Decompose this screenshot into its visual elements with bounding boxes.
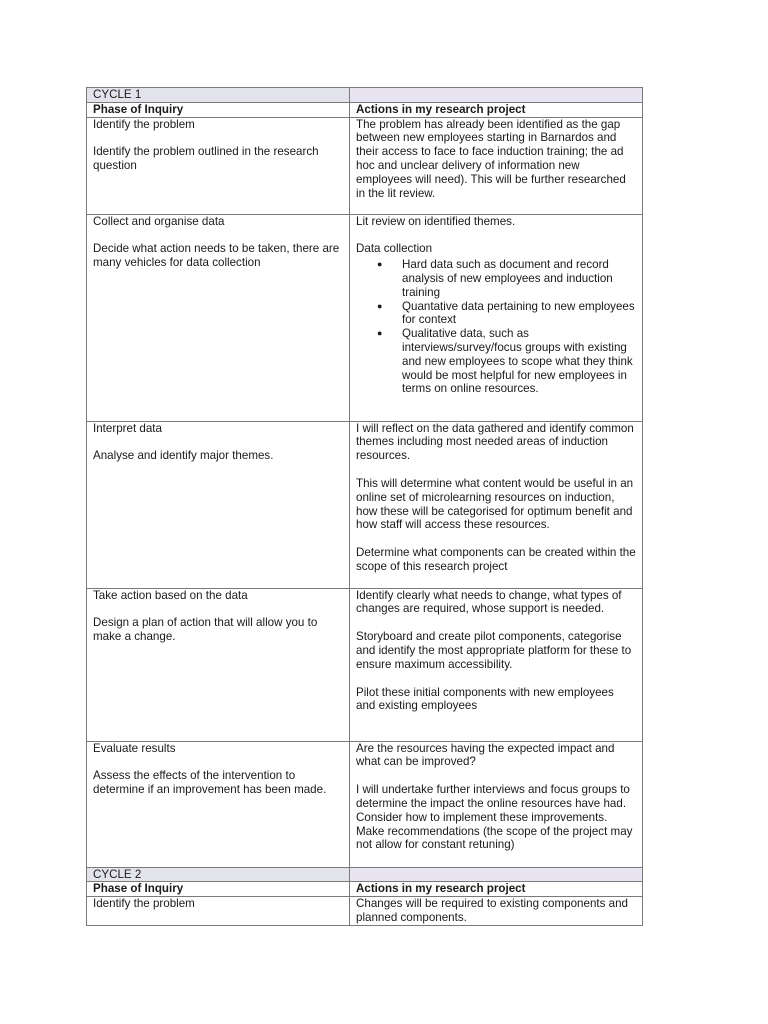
cycle-1-row <box>87 88 643 103</box>
action-text: I will reflect on the data gathered and identify common themes including most needed areas of induction resources. <box>356 421 634 463</box>
cycle-1-header-row <box>87 102 643 117</box>
phase-description: Analyse and identify major themes. <box>93 449 274 463</box>
action-research-table <box>86 87 643 926</box>
phase-cell <box>87 588 350 741</box>
actions-cell <box>350 741 643 867</box>
phase-title: Take action based on the data <box>93 588 248 602</box>
phase-cell <box>87 741 350 867</box>
phase-description: Design a plan of action that will allow you to make a change. <box>93 616 318 644</box>
phase-cell <box>87 421 350 588</box>
list-item: ● Hard data such as document and record analysis of new employees and induction training <box>377 258 613 299</box>
cycle-1-label: CYCLE 1 <box>87 88 350 103</box>
action-text: Changes will be required to existing components and planned components. <box>356 897 628 924</box>
phase-title: Interpret data <box>93 421 162 435</box>
cycle-2-row <box>87 867 643 882</box>
action-text: This will determine what content would be useful in an online set of microlearning resources on induction, how these will be categorised for optimum benefit and how staff will access these resources. <box>356 476 634 532</box>
action-text: Pilot these initial components with new employees and existing employees <box>356 685 614 713</box>
data-collection-list <box>356 258 636 396</box>
actions-cell <box>350 421 643 588</box>
action-text: Are the resources having the expected impact and what can be improved? <box>356 741 615 769</box>
phase-description: Decide what action needs to be taken, there are many vehicles for data collection <box>93 242 340 270</box>
phase-header: Phase of Inquiry <box>87 882 350 897</box>
bullet-icon: ● <box>377 259 383 270</box>
actions-header: Actions in my research project <box>350 882 643 897</box>
bullet-icon: ● <box>377 300 383 311</box>
table-row <box>87 117 643 214</box>
phase-header: Phase of Inquiry <box>87 102 350 117</box>
cycle-2-fill <box>350 867 643 882</box>
table-row <box>87 588 643 741</box>
actions-header: Actions in my research project <box>350 102 643 117</box>
action-text: Identify clearly what needs to change, what types of changes are required, whose support is needed. <box>356 588 622 616</box>
table-row <box>87 214 643 421</box>
phase-title: Collect and organise data <box>93 214 225 228</box>
action-text: Storyboard and create pilot components, categorise and identify the most appropriate platform for these to ensure maximum accessibility. <box>356 630 632 671</box>
action-text: The problem has already been identified as the gap between new employees starting in Barnardos and their access to face to face induction training; the ad hoc and unclear delivery of information new employees will need). This will be further researched in the lit review. <box>356 117 626 200</box>
actions-cell <box>350 588 643 741</box>
action-text: I will undertake further interviews and focus groups to determine the impact the online resources have had. Consider how to implement these improvements. Make recommendations (the scope of the project may not allow for constant retuning) <box>356 783 633 852</box>
list-item: ● Quantative data pertaining to new employees for context <box>377 299 635 327</box>
action-text: Data collection <box>356 242 433 256</box>
phase-cell <box>87 214 350 421</box>
bullet-icon: ● <box>377 328 383 339</box>
cycle-2-header-row <box>87 882 643 897</box>
table-row <box>87 421 643 588</box>
phase-title: Identify the problem <box>93 117 195 131</box>
action-text: Determine what components can be created within the scope of this research project <box>356 546 636 573</box>
phase-cell <box>87 117 350 214</box>
phase-description: Assess the effects of the intervention to determine if an improvement has been made. <box>93 769 327 797</box>
action-text: Lit review on identified themes. <box>356 214 516 228</box>
table-row <box>87 741 643 867</box>
cycle-1-fill <box>350 88 643 103</box>
phase-title: Evaluate results <box>93 741 176 755</box>
actions-cell <box>350 214 643 421</box>
phase-description: Identify the problem outlined in the research question <box>93 145 319 173</box>
phase-cell <box>87 897 350 926</box>
phase-title: Identify the problem <box>93 897 195 911</box>
actions-cell <box>350 117 643 214</box>
list-item: ● Qualitative data, such as interviews/survey/focus groups with existing and new employees to scope what they think would be most helpful for new employees in terms on online resources. <box>377 327 633 396</box>
cycle-2-label: CYCLE 2 <box>87 867 350 882</box>
table-row <box>87 897 643 926</box>
actions-cell <box>350 897 643 926</box>
